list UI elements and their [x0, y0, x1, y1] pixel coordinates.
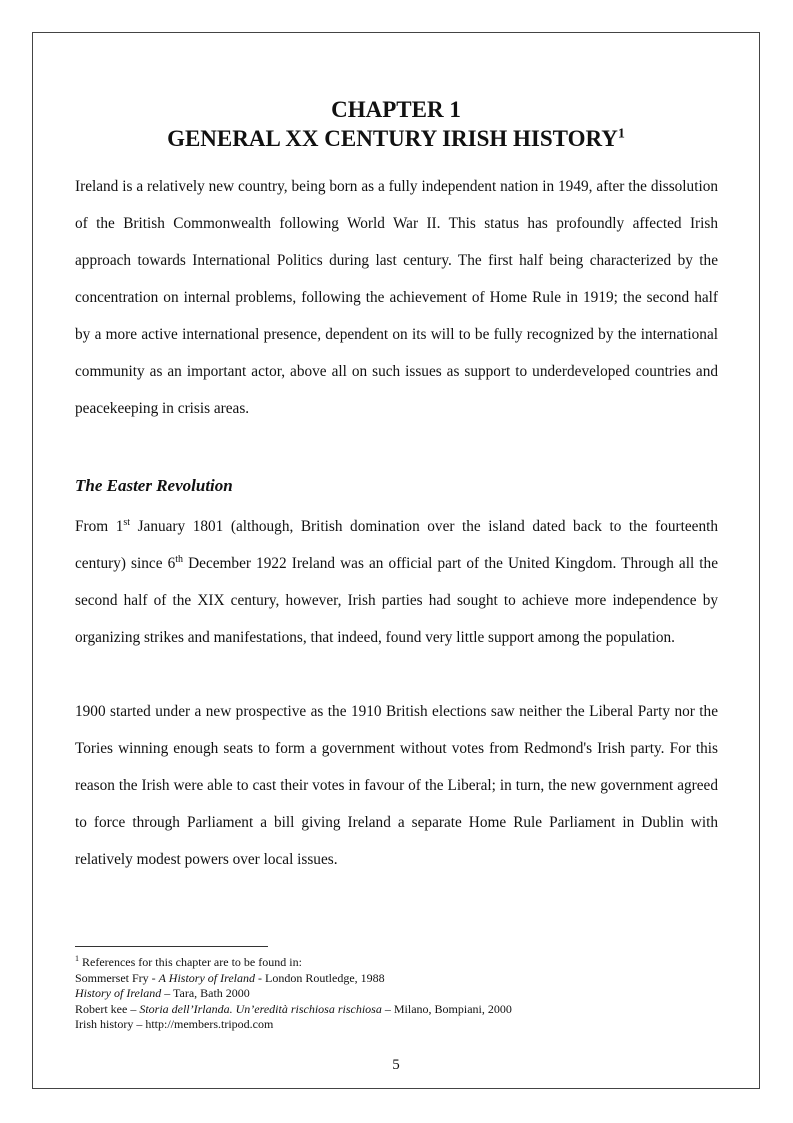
footnote-intro: $^1$ References for this chapter are to be found in: [75, 954, 302, 969]
section-heading: The Easter Revolution [75, 476, 233, 495]
footnote-ref-3: Robert kee – Storia dell’Irlanda. Un’eredità rischiosa rischiosa – Milano, Bompiani, 2000 [75, 1001, 512, 1016]
chapter-title: GENERAL XX CENTURY IRISH HISTORY$^1$ [167, 126, 625, 151]
footnote-ref-1: Sommerset Fry - A History of Ireland - London Routledge, 1988 [75, 970, 385, 985]
section-paragraph-2: 1900 started under a new prospective as the 1910 British elections saw neither the Liberal Party nor the Tories winning enough seats to form a government without votes from Redmond's Irish party. For this reason the Irish were able to cast their votes in favour of the Liberal; in turn, the new government agreed to force through Parliament a bill giving Ireland a separate Home Rule Parliament in Dublin with relatively modest powers over local issues. [75, 703, 718, 868]
intro-paragraph: Ireland is a relatively new country, being born as a fully independent nation in 1949, after the dissolution of the British Commonwealth following World War II. This status has profoundly affected Irish approach towards International Politics during last century. The first half being characterized by the concentration on internal problems, following the achievement of Home Rule in 1919; the second half by a more active international presence, dependent on its will to be fully recognized by the international community as an important actor, above all on such issues as support to underdeveloped countries and peacekeeping in crisis areas. [75, 178, 718, 417]
chapter-label: CHAPTER 1 [331, 97, 461, 122]
footnote-separator [75, 946, 268, 947]
footnotes [75, 955, 725, 1033]
page-number: 5 [392, 1057, 400, 1073]
section-paragraph-1: From 1st January 1801 (although, British domination over the island dated back to the fourteenth century) since 6th December 1922 Ireland was an official part of the United Kingdom. Through all the second half of the XIX century, however, Irish parties had sought to achieve more independence by organizing strikes and manifestations, that indeed, found very little support among the population. [75, 516, 719, 646]
footnote-ref-4: Irish history – http://members.tripod.com [75, 1017, 274, 1031]
footnote-ref-2: History of Ireland – Tara, Bath 2000 [75, 986, 250, 1000]
footnote-ref-marker: 1 [617, 126, 625, 142]
